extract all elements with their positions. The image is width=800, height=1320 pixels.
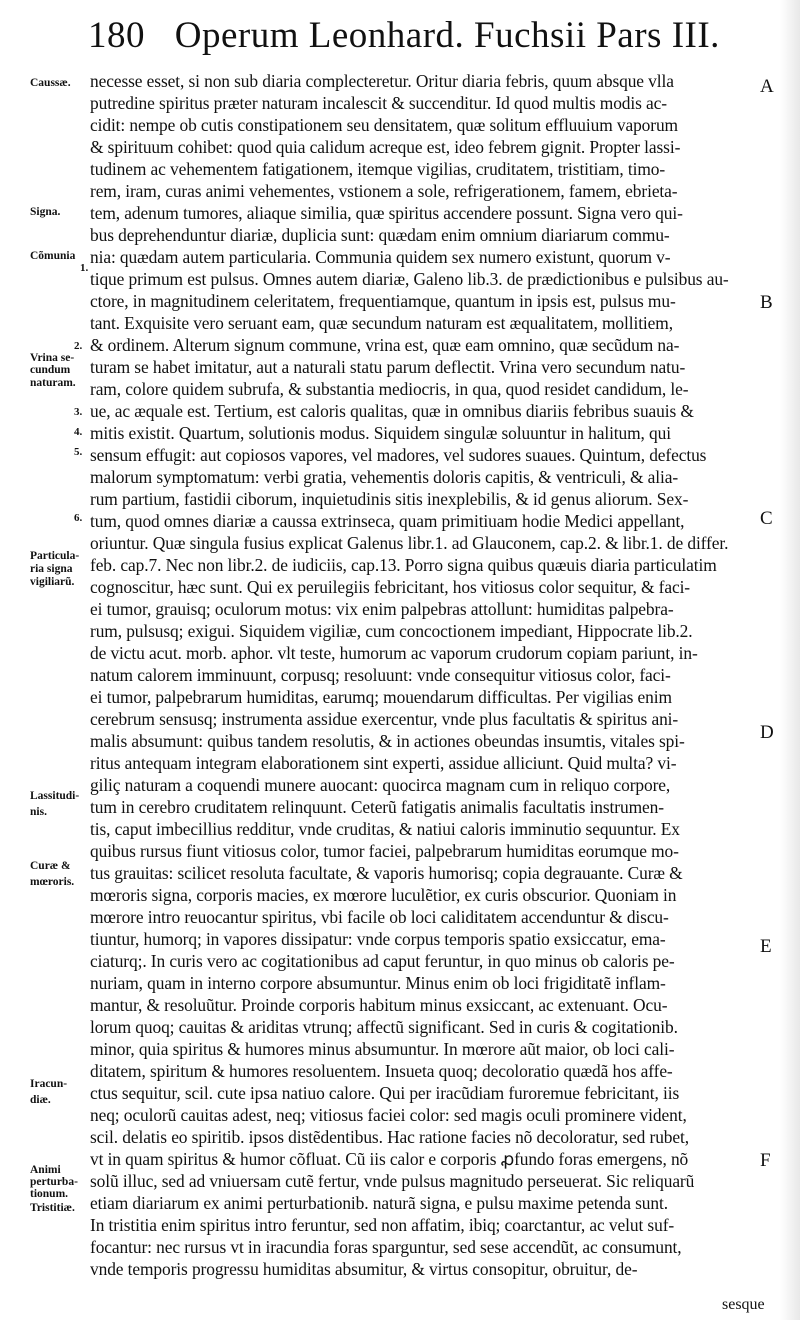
text-line: necesse esset, si non sub diaria complecteretur. Oritur diaria febris, quum absque vlla [90,71,674,91]
text-line: tis, caput imbecillius redditur, vnde cruditas, & natiui caloris imminutio sequuntur. Ex [90,819,680,839]
text-line: tem, adenum tumores, aliaque similia, quæ spiritus accendere possunt. Signa vero qui- [90,203,683,223]
margin-note-caussae: Caussæ. [30,77,71,89]
text-line: ritus antequam integram elaborationem sint experti, assidue alliciunt. Quid multa? vi- [90,753,677,773]
text-line: tudinem ac vehementem fatigationem, itemque vigilias, cruditatem, tristitiam, timo- [90,159,666,179]
margin-note-curae-line1: Curæ & [30,860,71,872]
text-line: rum partium, fastidii ciborum, inquietudinis sitis inexplebilis, & id genus aliorum. Sex- [90,489,689,509]
text-line: tum, quod omnes diariæ a caussa extrinseca, quam primitiuam hodie Medici appellant, [90,511,685,531]
margin-note-curae-line2: mœroris. [30,876,75,888]
text-line: vnde temporis progressu humiditas absumitur, & virtus consopitur, obruitur, de- [90,1259,638,1279]
text-line: tus grauitas: scilicet resoluta facultate, & vaporis humorisq; copia degrauante. Curæ & [90,863,683,883]
text-line: mœrore intro reuocantur spiritus, vbi facile ob loci caliditatem accenduntur & discu- [90,907,669,927]
text-line: mitis existit. Quartum, solutionis modus. Siquidem singulæ soluuntur in halitum, qui [90,423,671,443]
margin-note-particularia-line2: ria signa [30,563,73,575]
margin-note-particularia-line1: Particula- [30,550,80,562]
text-line: oriuntur. Quæ singula fusius explicat Galenus libr.1. ad Glauconem, cap.2. & libr.1. de differ. [90,533,729,553]
text-line: mantur, & resoluũtur. Proinde corporis habitum minus exsiccant, ac extenuant. Ocu- [90,995,668,1015]
running-title: Operum Leonhard. Fuchsii Pars III. [174,15,720,56]
text-line: scil. delatis eo spiritib. ipsos distẽdentibus. Hac ratione facies nõ decoloratur, sed rubet, [90,1127,689,1147]
section-letter-e: E [760,936,772,957]
margin-number-2: 2. [74,340,83,352]
text-line: ditatem, spiritum & humores resoluentem. Insueta quoq; decoloratio quædã hos affe- [90,1061,673,1081]
text-line: vt in quam spiritus & humor cõfluat. Cũ iis calor e corporis ꝓfundo foras emergens, nõ [90,1149,689,1169]
margin-note-particularia-line3: vigiliarũ. [30,576,75,588]
text-line: putredine spiritus præter naturam incalescit & succenditur. Id quod multis modis ac- [90,93,667,113]
text-line: focantur: nec rursus vt in iracundia foras sparguntur, sed sese accendũt, ac consumunt, [90,1237,682,1257]
text-line: nia: quædam autem particularia. Communia quidem sex numero existunt, quorum v- [90,247,671,267]
margin-note-vrina-line3: naturam. [30,377,76,389]
page-number: 180 [88,15,145,56]
text-line: minor, quia spiritus & humores minus absumuntur. In mœrore aũt maior, ob loci cali- [90,1039,675,1059]
margin-note-animi-line3: tionum. [30,1188,69,1200]
text-line: & spirituum cohibet: quod quia calidum acreque est, ideo febrem gignit. Propter lassi- [90,137,681,157]
text-line: ctus sequitur, scil. cute ipsa natiuo calore. Qui per iracũdiam furoremue febricitant, iis [90,1083,680,1103]
text-line: cerebrum sensusq; instrumenta assidue exercentur, vnde plus facultatis & spiritus ani- [90,709,679,729]
text-line: turam se habet imitatur, aut a naturali statu parum deflectit. Vrina vero secundum natu- [90,357,686,377]
text-line: ei tumor, grauisq; oculorum motus: vix enim palpebras attollunt: humiditas palpebra- [90,599,674,619]
margin-number-1: 1. [80,262,89,274]
text-line: tiuntur, humorq; in vapores dissipatur: vnde corpus temporis spatio exsiccatur, ema- [90,929,666,949]
text-line: tant. Exquisite vero seruant eam, quæ secundum naturam est æqualitatem, mollitiem, [90,313,673,333]
text-line: ue, ac æquale est. Tertium, est caloris qualitas, quæ in omnibus diariis febribus suauis & [90,401,694,421]
text-line: bus deprehenduntur diariæ, duplicia sunt: quædam enim omnium diariarum commu- [90,225,670,245]
margin-note-vrina-line2: cundum [30,364,71,376]
section-letter-f: F [760,1150,771,1171]
margin-number-3: 3. [74,406,83,418]
text-line: tique primum est pulsus. Omnes autem diariæ, Galeno lib.3. de prædictionibus e pulsibus au- [90,269,729,289]
text-line: malis absumunt: quibus tandem resolutis, & in actiones obeundas insumtis, vitales spi- [90,731,685,751]
text-line: malorum symptomatum: verbi gratia, vehementis doloris capitis, & ventriculi, & alia- [90,467,679,487]
text-line: ciaturq;. In curis vero ac cogitationibus ad caput feruntur, in quo minus ob caloris pe- [90,951,675,971]
page-edge-shadow [780,0,800,1320]
text-line: ram, colore quidem subrufa, & substantia mediocris, in qua, quod residet candidum, le- [90,379,689,399]
text-line: etiam diariarum ex animi perturbationib. naturã signa, e pulsu maxime petenda sunt. [90,1193,668,1213]
text-line: tum in cerebro cruditatem relinquunt. Ceterũ fatigatis animalis facultatis instrumen- [90,797,664,817]
text-line: lorum quoq; cauitas & ariditas vtrunq; affectũ significant. Sed in curis & cogitationib. [90,1017,678,1037]
section-letter-c: C [760,508,773,529]
text-line: & ordinem. Alterum signum commune, vrina est, quæ eam omnino, quæ secũdum na- [90,335,680,355]
text-line: cidit: nempe ob cutis constipationem seu densitatem, quæ solitum effluuium vaporum [90,115,678,135]
margin-note-animi-line1: Animi [30,1164,61,1176]
margin-note-lassitudinis-line1: Lassitudi- [30,790,80,802]
section-letter-a: A [760,76,774,97]
margin-note-communia: Cõmunia [30,250,76,262]
catchword: sesque [722,1296,765,1313]
text-line: rem, iram, curas animi vehementes, vstionem a sole, refrigerationem, famem, ebrieta- [90,181,678,201]
text-line: giliç naturam a coquendi munere auocant: quocirca magnam cum in reliquo corpore, [90,775,671,795]
text-line: sensum effugit: aut copiosos vapores, vel madores, vel sudores suaues. Quintum, defectus [90,445,707,465]
running-header [88,14,728,57]
section-letter-d: D [760,722,774,743]
text-line: feb. cap.7. Nec non libr.2. de iudiciis, cap.13. Porro signa quibus quæuis diaria particulatim [90,555,717,575]
text-line: de victu acut. morb. aphor. vlt teste, humorum ac vaporum crudorum copiam pariunt, in- [90,643,698,663]
text-line: quibus rursus fiunt vitiosus color, tumor faciei, palpebrarum humiditas eorumque mo- [90,841,679,861]
text-line: In tristitia enim spiritus intro feruntur, sed non affatim, ibiq; coarctantur, ac velut suf- [90,1215,675,1235]
margin-number-5: 5. [74,446,83,458]
text-line: solũ illuc, sed ad vniuersam cutẽ fertur, vnde pulsus magnitudo perseuerat. Sic reliquarũ [90,1171,695,1191]
text-line: mœroris signa, corporis macies, ex mœrore luculẽtior, ex curis obscurior. Quoniam in [90,885,677,905]
margin-note-vrina-line1: Vrina se- [30,352,75,364]
margin-note-iracundiae-line1: Iracun- [30,1078,68,1090]
text-line: neq; oculorũ cauitas adest, neq; vitiosus faciei color: sed magis oculi prominere vident, [90,1105,687,1125]
text-line: ctore, in magnitudinem celeritatem, frequentiamque, quantum in ipsis est, pulsus mu- [90,291,676,311]
margin-note-signa: Signa. [30,206,61,218]
margin-number-6: 6. [74,512,83,524]
text-line: ei tumor, palpebrarum humiditas, earumq; mouendarum difficultas. Per vigilias enim [90,687,672,707]
text-line: cognoscitur, hæc sunt. Qui ex peruilegiis febricitant, hos vitiosus color sequitur, & faci- [90,577,690,597]
text-line: nuriam, quam in interno corpore absumuntur. Minus enim ob loci frigiditatẽ inflam- [90,973,666,993]
margin-note-tristitiae: Tristitiæ. [30,1202,75,1214]
margin-note-lassitudinis-line2: nis. [30,806,47,818]
section-letter-b: B [760,292,773,313]
text-line: natum calorem imminuunt, corpusq; resoluunt: vnde consequitur vitiosus color, faci- [90,665,671,685]
margin-note-iracundiae-line2: diæ. [30,1094,51,1106]
margin-number-4: 4. [74,426,83,438]
text-line: rum, pulsusq; exigui. Siquidem vigiliæ, cum concoctionem impediant, Hippocrate lib.2. [90,621,693,641]
margin-note-animi-line2: perturba- [30,1176,78,1188]
